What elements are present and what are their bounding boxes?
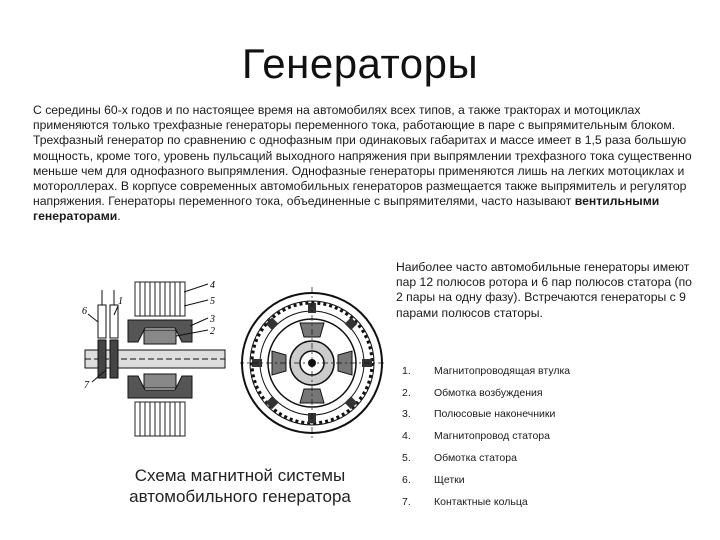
callout-2: 2 <box>210 326 215 337</box>
callout-1: 1 <box>118 296 123 307</box>
legend-item <box>402 360 702 382</box>
legend-number: 4. <box>402 430 411 443</box>
slip-ring-1 <box>98 340 106 378</box>
legend-item <box>402 469 702 491</box>
legend-label: Магнитопроводящая втулка <box>434 364 571 377</box>
callout-7: 7 <box>84 380 89 391</box>
intro-text-end: . <box>117 209 121 224</box>
legend-item <box>402 425 702 447</box>
legend-label: Обмотка возбуждения <box>434 386 543 399</box>
caption-line-1: Схема магнитной системы <box>134 466 346 485</box>
callout-3: 3 <box>210 314 215 325</box>
brush-1 <box>98 305 106 338</box>
slide-title: Генераторы <box>241 40 479 87</box>
generator-section-diagram <box>80 270 230 470</box>
field-winding-bottom <box>144 374 176 388</box>
legend-number: 5. <box>402 452 411 465</box>
legend-number: 1. <box>402 364 411 377</box>
legend-label: Контактные кольца <box>434 495 528 508</box>
stator-core-top <box>135 282 185 316</box>
callout-4: 4 <box>210 280 215 291</box>
note-paragraph: Наиболее часто автомобильные генераторы имеют пар 12 полюсов ротора и 6 пар полюсов статора (по 2 пары на одну фазу). Встречаются генераторы с 9 парами полюсов статоры. <box>396 260 692 320</box>
legend-number: 2. <box>402 386 411 399</box>
legend-item <box>402 491 702 513</box>
intro-paragraph <box>33 103 693 225</box>
legend-item <box>402 404 702 426</box>
legend-label: Щетки <box>434 473 465 486</box>
generator-cross-section <box>240 275 390 455</box>
caption-line-2: автомобильного генератора <box>129 487 351 506</box>
legend-number: 3. <box>402 408 411 421</box>
legend-list <box>402 360 702 513</box>
stator-core-bottom <box>135 402 185 436</box>
brush-2 <box>110 305 118 338</box>
legend-number: 7. <box>402 495 411 508</box>
legend-label: Магнитопровод статора <box>434 430 550 443</box>
slip-ring-2 <box>110 340 118 378</box>
field-winding-top <box>144 330 176 344</box>
callout-5: 5 <box>210 296 215 307</box>
legend-item <box>402 447 702 469</box>
diagram-caption <box>105 465 375 507</box>
legend-item <box>402 382 702 404</box>
legend-number: 6. <box>402 473 411 486</box>
legend-label: Полюсовые наконечники <box>434 408 556 421</box>
legend-label: Обмотка статора <box>434 452 517 465</box>
intro-bold-term: вентильными генераторами <box>33 194 660 224</box>
intro-text: С середины 60-х годов и по настоящее время на автомобилях всех типов, а также тракторах и мотоциклах применяются только трехфазные генераторы переменного тока, работающие в паре с выпрямительным блоком. Трехфазный генератор по сравнению с однофазным при одинаковых габаритах и массе имеет в 1,5 раза большую мощность, кроме того, уровень пульсаций выходного напряжения при выпрямлении трехфазного тока существенно меньше чем для однофазного выпрямления. Однофазные генераторы применяются лишь на легких мотоциклах и мотороллерах. В корпусе современных автомобильных генераторов размещается также выпрямитель и регулятор напряжения. Генераторы переменного тока, объединенные с выпрямителями, часто называют <box>33 103 692 209</box>
callout-6: 6 <box>82 306 87 317</box>
